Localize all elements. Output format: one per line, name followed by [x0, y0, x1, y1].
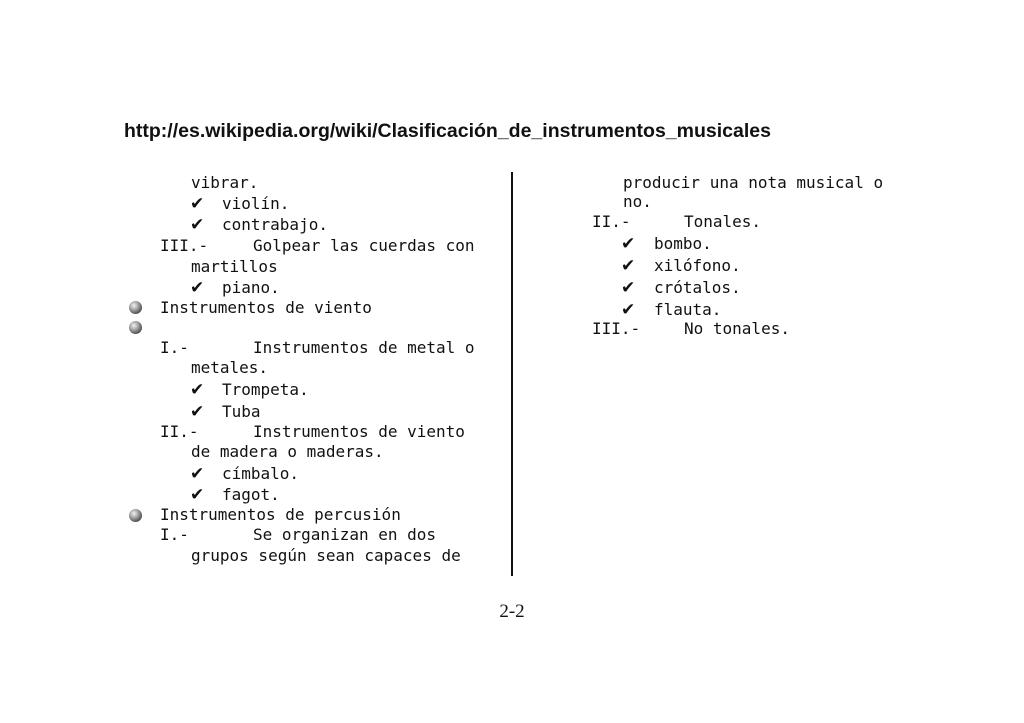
numbered-marker: I.-: [160, 338, 189, 357]
numbered-item-text: Instrumentos de viento: [253, 422, 465, 441]
checkmark-icon: ✔: [621, 300, 636, 320]
checkmark-icon: ✔: [190, 485, 205, 505]
right-text-line: producir una nota musical o: [623, 173, 884, 192]
list-item: flauta.: [654, 300, 722, 319]
numbered-marker: III.-: [160, 236, 209, 255]
numbered-marker: II.-: [160, 422, 199, 441]
numbered-item-text: Tonales.: [684, 212, 762, 231]
numbered-item-text: No tonales.: [684, 319, 790, 338]
section-heading: Instrumentos de viento: [160, 298, 372, 317]
checkmark-icon: ✔: [190, 194, 205, 214]
checkmark-icon: ✔: [621, 234, 636, 254]
numbered-marker: I.-: [160, 525, 189, 544]
list-item: violín.: [222, 194, 290, 213]
list-item: fagot.: [222, 485, 280, 504]
checkmark-icon: ✔: [621, 256, 636, 276]
checkmark-icon: ✔: [190, 215, 205, 235]
left-text-line: vibrar.: [191, 173, 259, 192]
section-heading: Instrumentos de percusión: [160, 505, 401, 524]
list-item: bombo.: [654, 234, 712, 253]
numbered-item-text: Se organizan en dos: [253, 525, 437, 544]
list-item: Trompeta.: [222, 380, 309, 399]
sphere-bullet-icon: [129, 301, 142, 314]
numbered-item-text: Instrumentos de metal o: [253, 338, 475, 357]
checkmark-icon: ✔: [190, 402, 205, 422]
numbered-marker: III.-: [592, 319, 641, 338]
sphere-bullet-icon: [129, 321, 142, 334]
list-item: xilófono.: [654, 256, 741, 275]
numbered-item-continuation: metales.: [191, 358, 269, 377]
checkmark-icon: ✔: [190, 380, 205, 400]
list-item: crótalos.: [654, 278, 741, 297]
page-number: 2-2: [499, 601, 525, 622]
numbered-marker: II.-: [592, 212, 631, 231]
sphere-bullet-icon: [129, 509, 142, 522]
list-item: címbalo.: [222, 464, 300, 483]
right-text-line: no.: [623, 192, 652, 211]
checkmark-icon: ✔: [190, 278, 205, 298]
source-url: http://es.wikipedia.org/wiki/Clasificación_de_instrumentos_musicales: [124, 120, 771, 142]
list-item: contrabajo.: [222, 215, 328, 234]
numbered-item-continuation: martillos: [191, 257, 278, 276]
checkmark-icon: ✔: [621, 278, 636, 298]
checkmark-icon: ✔: [190, 464, 205, 484]
list-item: piano.: [222, 278, 280, 297]
list-item: Tuba: [222, 402, 261, 421]
numbered-item-continuation: grupos según sean capaces de: [191, 546, 461, 565]
column-divider: [511, 172, 513, 576]
numbered-item-text: Golpear las cuerdas con: [253, 236, 475, 255]
numbered-item-continuation: de madera o maderas.: [191, 442, 384, 461]
